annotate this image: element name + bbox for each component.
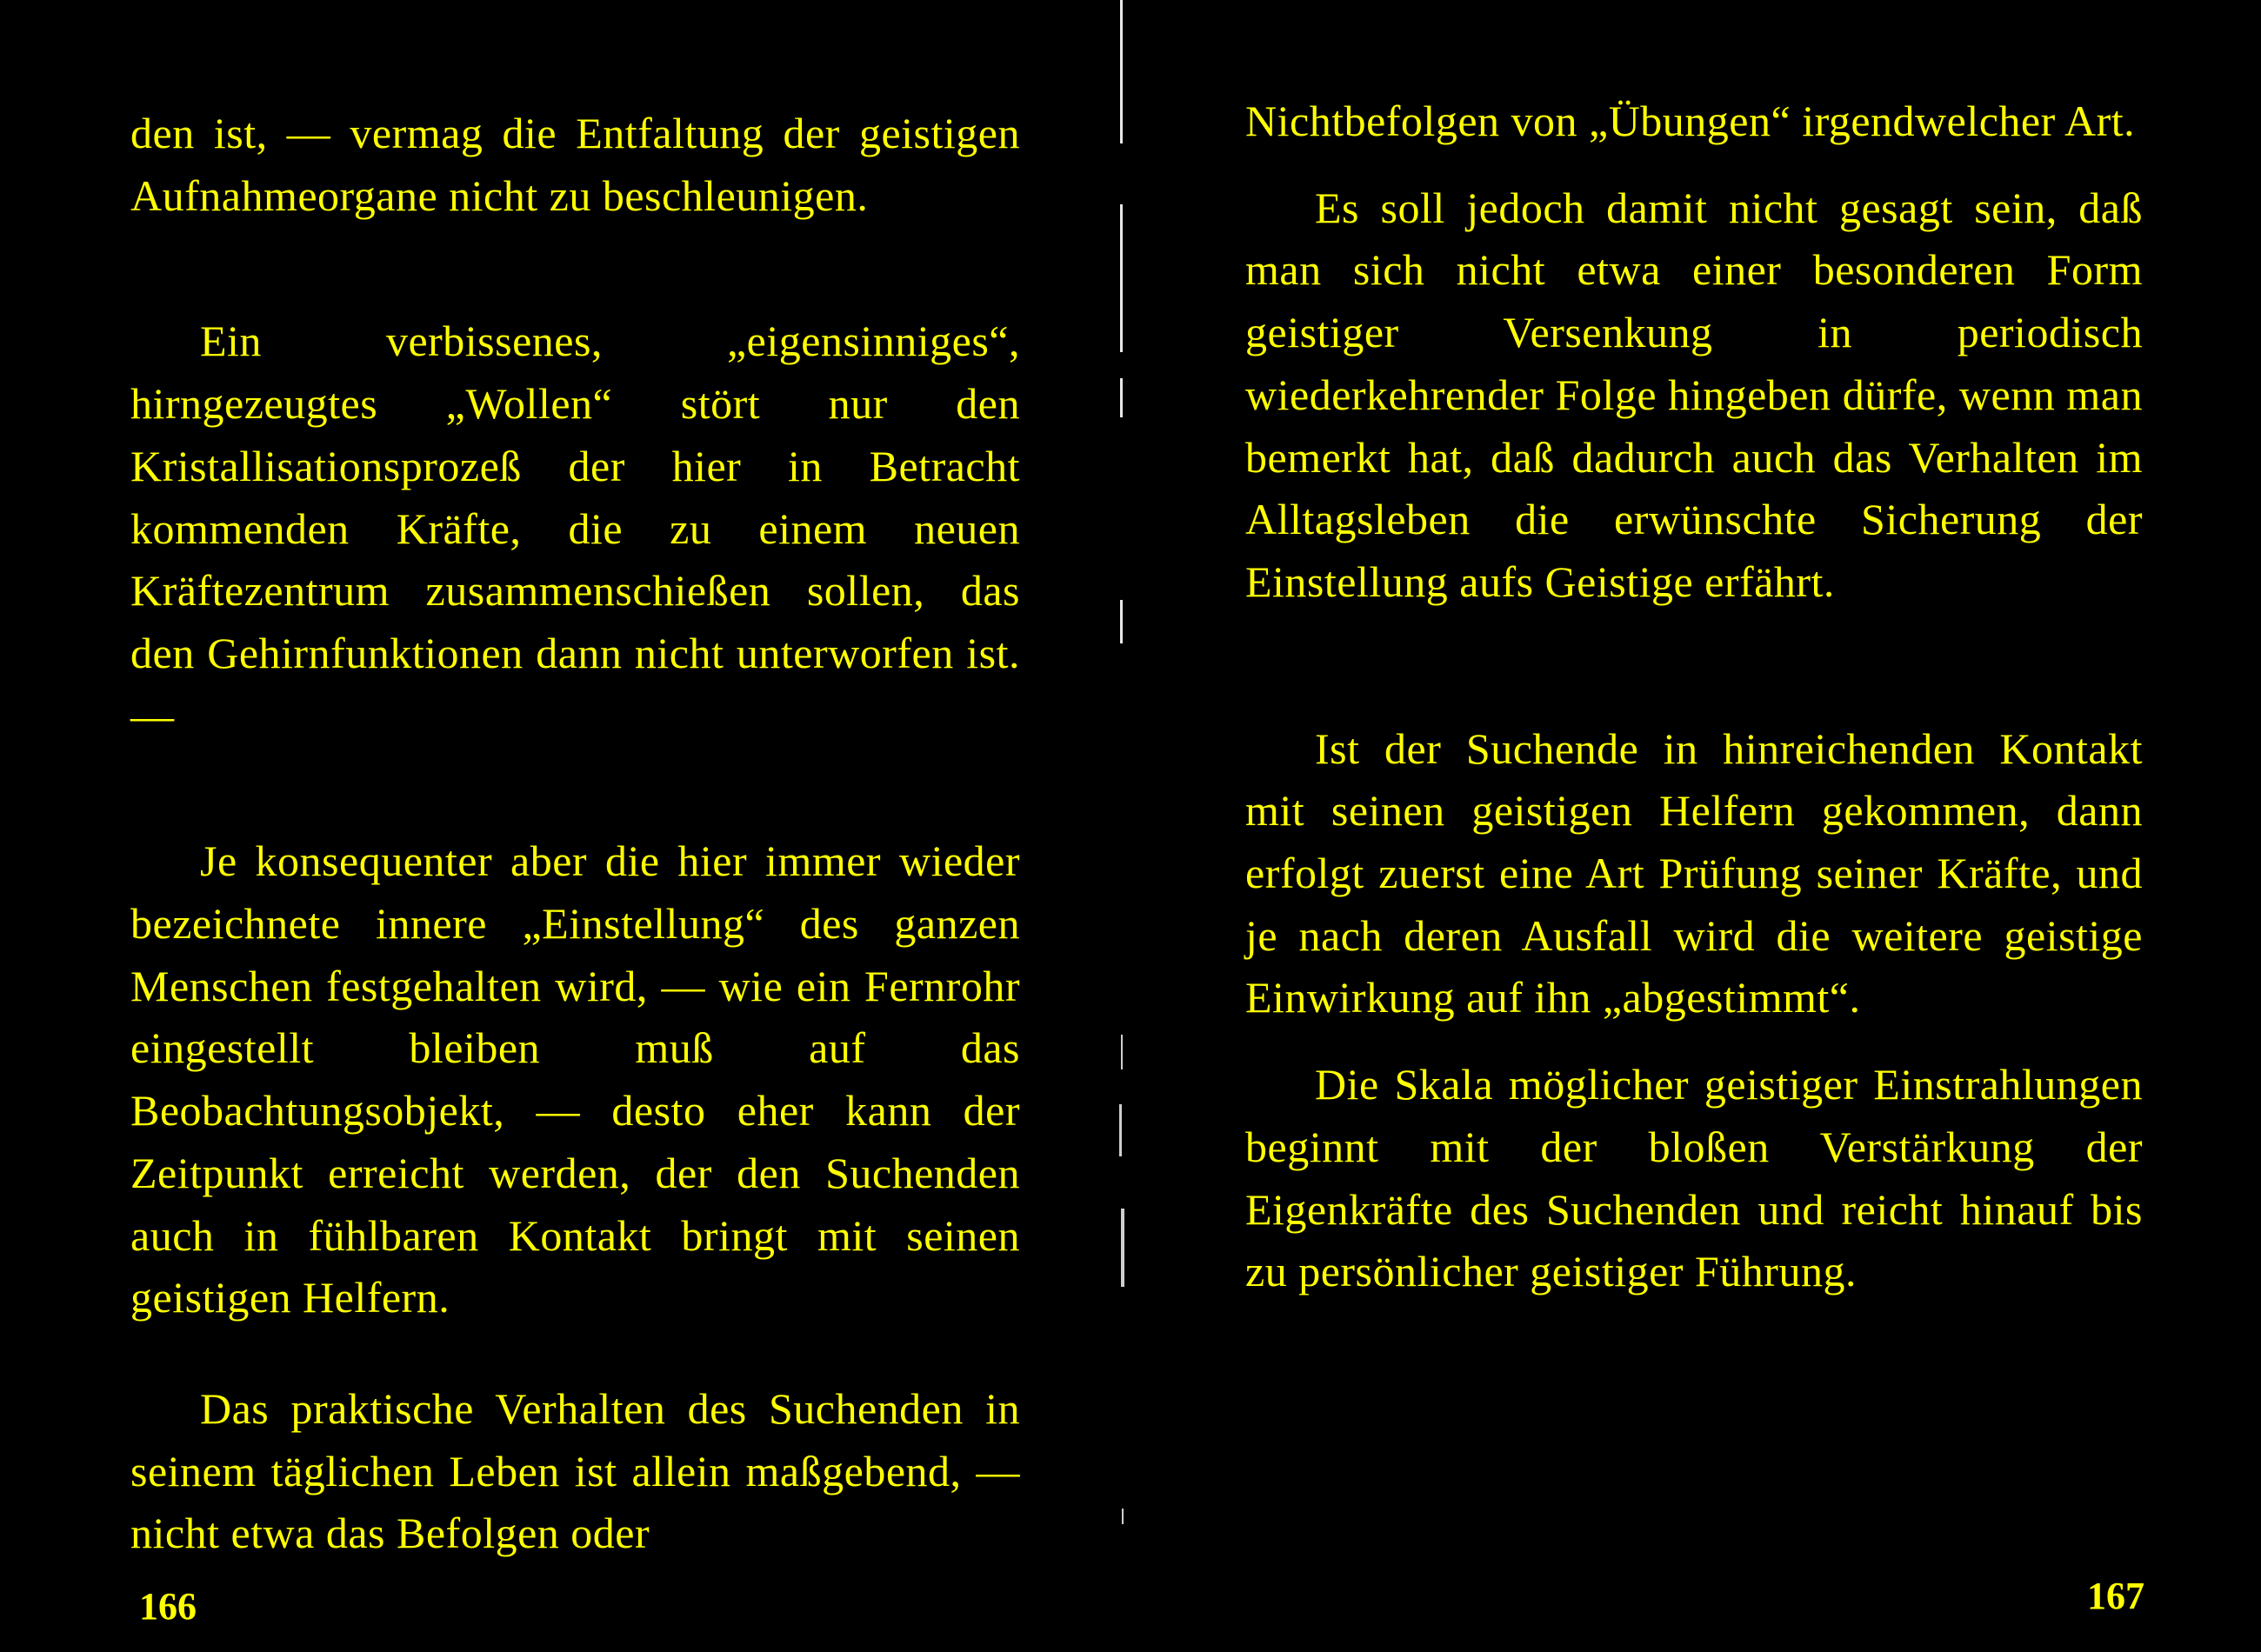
- left-page: [0, 0, 1122, 1652]
- right-text-column: [1245, 90, 2143, 1303]
- paragraph: Ist der Suchende in hinreichenden Kontakt mit seinen geistigen Helfern gekommen, dann erfolgt zuerst eine Art Prüfung seiner Kräfte, und je nach deren Ausfall wird die weitere geistige Einwirkung auf ihn „abgestimmt“.: [1245, 723, 2143, 1023]
- page-number: 167: [2087, 1575, 2144, 1617]
- paragraph: Ein verbissenes, „eigensinniges“, hirngezeugtes „Wollen“ stört nur den Kristallisationsprozeß der hier in Betracht kommenden Kräfte, die zu einem neuen Kräftezentrum zusammenschießen sollen, das den Gehirnfunktionen dann nicht unterworfen ist. —: [130, 316, 1020, 740]
- paragraph: Je konsequenter aber die hier immer wieder bezeichnete innere „Einstellung“ des ganzen Menschen festgehalten wird, — wie ein Fernrohr eingestellt bleiben muß auf das Beobachtungsobjekt, — desto eher kann der Zeitpunkt erreicht werden, der den Suchenden auch in fühlbaren Kontakt bringt mit seinen geistigen Helfern.: [130, 836, 1020, 1322]
- paragraph: Das praktische Verhalten des Suchenden in seinem täglichen Leben ist allein maßgebend, — nicht etwa das Befolgen oder: [130, 1383, 1020, 1558]
- paragraph: Nichtbefolgen von „Übungen“ irgendwelcher Art.: [1245, 97, 2136, 145]
- page-number: 166: [139, 1585, 197, 1628]
- right-page: [1122, 0, 2261, 1652]
- paragraph: den ist, — vermag die Entfaltung der geistigen Aufnahmeorgane nicht zu beschleunigen.: [130, 109, 1020, 220]
- paragraph: Die Skala möglicher geistiger Einstrahlungen beginnt mit der bloßen Verstärkung der Eigenkräfte des Suchenden und reicht hinauf bis zu persönlicher geistiger Führung.: [1245, 1060, 2143, 1296]
- left-text-column: [130, 103, 1020, 1565]
- paragraph: Es soll jedoch damit nicht gesagt sein, daß man sich nicht etwa einer besonderen Form geistiger Versenkung in periodisch wiederkehrender Folge hingeben dürfe, wenn man bemerkt hat, daß dadurch auch das Verhalten im Alltagsleben die erwünschte Sicherung der Einstellung aufs Geistige erfährt.: [1245, 183, 2143, 606]
